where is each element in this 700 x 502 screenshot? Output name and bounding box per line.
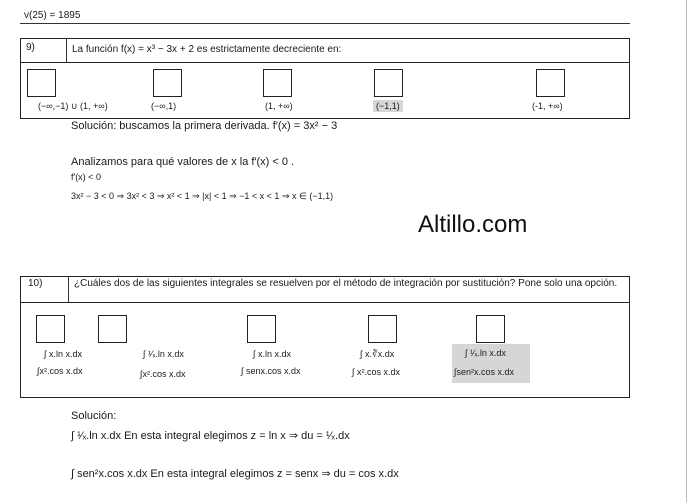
top-line-text: v(25) = 1895 (24, 10, 81, 21)
q9-solution-line4: 3x² − 3 < 0 ⇒ 3x² < 3 ⇒ x² < 1 ⇒ |x| < 1 ⇒ −1 < x < 1 ⇒ x ∈ (−1,1) (71, 191, 334, 201)
q9-option-4-label: (−1,1) (373, 100, 403, 112)
q9-option-5-checkbox[interactable] (536, 69, 565, 97)
q10-option-5-top: ∫ ¹⁄ₓ.ln x.dx (465, 348, 506, 358)
q10-header-separator (68, 276, 69, 302)
q9-number: 9) (26, 42, 35, 53)
q9-option-2-checkbox[interactable] (153, 69, 182, 97)
q9-option-3-checkbox[interactable] (263, 69, 292, 97)
q10-solution-title: Solución: (71, 410, 117, 422)
q10-option-1-bottom: ∫x².cos x.dx (37, 366, 83, 376)
q10-option-5-bottom: ∫sen²x.cos x.dx (454, 367, 514, 377)
q10-option-2-bottom: ∫x².cos x.dx (140, 369, 186, 379)
q10-option-3-bottom: ∫ senx.cos x.dx (241, 366, 301, 376)
q10-solution-line1: ∫ ¹⁄ₓ.ln x.dx En esta integral elegimos z = ln x ⇒ du = ¹⁄ₓ.dx (71, 430, 350, 442)
q10-option-1-checkbox[interactable] (36, 315, 65, 343)
q10-option-4-bottom: ∫ x².cos x.dx (352, 367, 400, 377)
q9-solution-line3: f′(x) < 0 (71, 172, 101, 182)
q9-solution-line2: Analizamos para qué valores de x la f′(x) < 0 . (71, 156, 295, 168)
q10-option-5-checkbox[interactable] (476, 315, 505, 343)
q10-option-2-top: ∫ ¹⁄ₓ.ln x.dx (143, 349, 184, 359)
q10-option-2-checkbox[interactable] (98, 315, 127, 343)
q9-option-1-label: (−∞,−1) ∪ (1, +∞) (38, 101, 108, 111)
q9-option-5-label: (-1, +∞) (532, 101, 563, 111)
q10-solution-line2: ∫ sen²x.cos x.dx En esta integral elegimos z = senx ⇒ du = cos x.dx (71, 468, 399, 480)
q10-number: 10) (28, 278, 43, 289)
q10-option-4-checkbox[interactable] (368, 315, 397, 343)
q10-option-3-top: ∫ x.ln x.dx (253, 349, 291, 359)
q9-option-4-checkbox[interactable] (374, 69, 403, 97)
q9-header-separator (66, 38, 67, 62)
q9-statement: La función f(x) = x³ − 3x + 2 es estrictamente decreciente en: (72, 44, 342, 55)
q9-option-2-label: (−∞,1) (151, 101, 177, 111)
q10-option-1-top: ∫ x.ln x.dx (44, 349, 82, 359)
top-divider (20, 23, 630, 24)
q10-statement: ¿Cuáles dos de las siguientes integrales se resuelven por el método de integración por sustitución? Pone solo una opción. (74, 278, 618, 289)
q9-option-3-label: (1, +∞) (265, 101, 293, 111)
altillo-watermark: Altillo.com (418, 211, 528, 238)
q9-solution-line1: Solución: buscamos la primera derivada. f′(x) = 3x² − 3 (71, 120, 338, 132)
q10-option-3-checkbox[interactable] (247, 315, 276, 343)
vertical-scrollbar[interactable] (686, 0, 700, 502)
q10-option-4-top: ∫ x.∛x.dx (360, 349, 395, 359)
q9-option-1-checkbox[interactable] (27, 69, 56, 97)
